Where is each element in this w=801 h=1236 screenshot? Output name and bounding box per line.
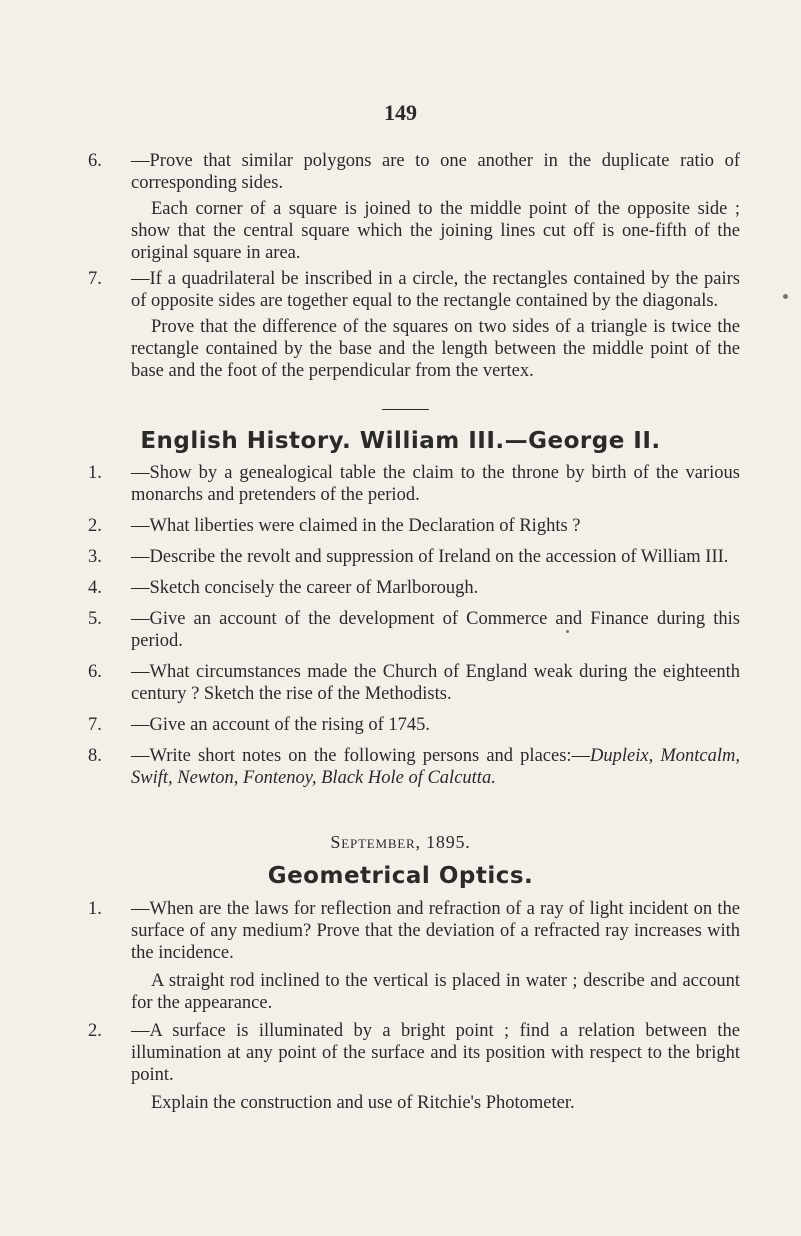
- question-number: 7.: [88, 269, 102, 289]
- section-heading-english-history: English History. William III.—George II.: [140, 428, 661, 454]
- question-item: [90, 268, 740, 312]
- question-item: [90, 577, 740, 599]
- print-speck: [566, 630, 569, 633]
- question-paragraph: A straight rod inclined to the vertical is placed in water ; describe and account for the appearance.: [131, 971, 740, 1013]
- question-paragraph: Prove that the difference of the squares on two sides of a triangle is twice the rectangle contained by the base and the length between the middle point of the base and the foot of the perpendicular from the vertex.: [131, 317, 740, 381]
- question-item: [90, 898, 740, 964]
- question-text: —Show by a genealogical table the claim to the throne by birth of the various monarchs and pretenders of the period.: [131, 463, 740, 505]
- question-number: 5.: [88, 609, 102, 629]
- section-heading-geometrical-optics: Geometrical Optics.: [267, 863, 534, 889]
- question-number: 7.: [88, 715, 102, 735]
- print-speck: [783, 294, 788, 299]
- geometry-questions: [90, 150, 740, 382]
- question-item: [90, 1020, 740, 1086]
- question-item: [90, 608, 740, 652]
- exam-date: [0, 832, 801, 853]
- exam-date-year: , 1895.: [415, 832, 471, 852]
- question-text: —If a quadrilateral be inscribed in a circle, the rectangles contained by the pairs of opposite sides are together equal to the rectangle contained by the diagonals.: [131, 269, 740, 311]
- question-number: 2.: [88, 516, 102, 536]
- question-number: 1.: [88, 463, 102, 483]
- question-item: [90, 546, 740, 568]
- question-number: 3.: [88, 547, 102, 567]
- question-italic-list: Dupleix, Montcalm, Swift, Newton, Fontenoy, Black Hole of Calcutta.: [131, 746, 740, 788]
- question-text: —Prove that similar polygons are to one another in the duplicate ratio of corresponding sides.: [131, 151, 740, 193]
- question-lead-text: —Write short notes on the following persons and places:—: [131, 746, 591, 766]
- english-history-questions: [90, 462, 740, 789]
- question-item: [90, 714, 740, 736]
- question-text: —What liberties were claimed in the Declaration of Rights ?: [131, 516, 581, 536]
- question-item: [90, 150, 740, 194]
- question-text: —Give an account of the rising of 1745.: [131, 715, 431, 735]
- question-item: [90, 745, 740, 789]
- question-paragraph: Each corner of a square is joined to the middle point of the opposite side ; show that the central square which the joining lines cut off is one-fifth of the original square in area.: [131, 199, 740, 263]
- exam-date-month: September: [330, 832, 416, 852]
- question-text: —A surface is illuminated by a bright point ; find a relation between the illumination at any point of the surface and its position with respect to the bright point.: [131, 1021, 740, 1085]
- question-text: —Give an account of the development of Commerce and Finance during this period.: [131, 609, 740, 651]
- question-item: [90, 661, 740, 705]
- question-number: 1.: [88, 899, 102, 919]
- question-text: —Sketch concisely the career of Marlborough.: [131, 578, 479, 598]
- geometrical-optics-questions: [90, 898, 740, 1114]
- question-item: [90, 515, 740, 537]
- page-number: 149: [384, 100, 417, 125]
- question-number: 6.: [88, 151, 102, 171]
- question-number: 2.: [88, 1021, 102, 1041]
- question-text: —Describe the revolt and suppression of Ireland on the accession of William III.: [131, 547, 729, 567]
- question-number: 4.: [88, 578, 102, 598]
- question-paragraph: Explain the construction and use of Ritchie's Photometer.: [151, 1093, 575, 1113]
- question-item: [90, 462, 740, 506]
- question-text: [131, 745, 740, 789]
- section-divider: [382, 409, 429, 410]
- question-text: —What circumstances made the Church of England weak during the eighteenth century ? Sketch the rise of the Methodists.: [131, 662, 740, 704]
- question-number: 6.: [88, 662, 102, 682]
- question-text: —When are the laws for reflection and refraction of a ray of light incident on the surface of any medium? Prove that the deviation of a refracted ray increases with the incidence.: [131, 899, 740, 963]
- question-number: 8.: [88, 746, 102, 766]
